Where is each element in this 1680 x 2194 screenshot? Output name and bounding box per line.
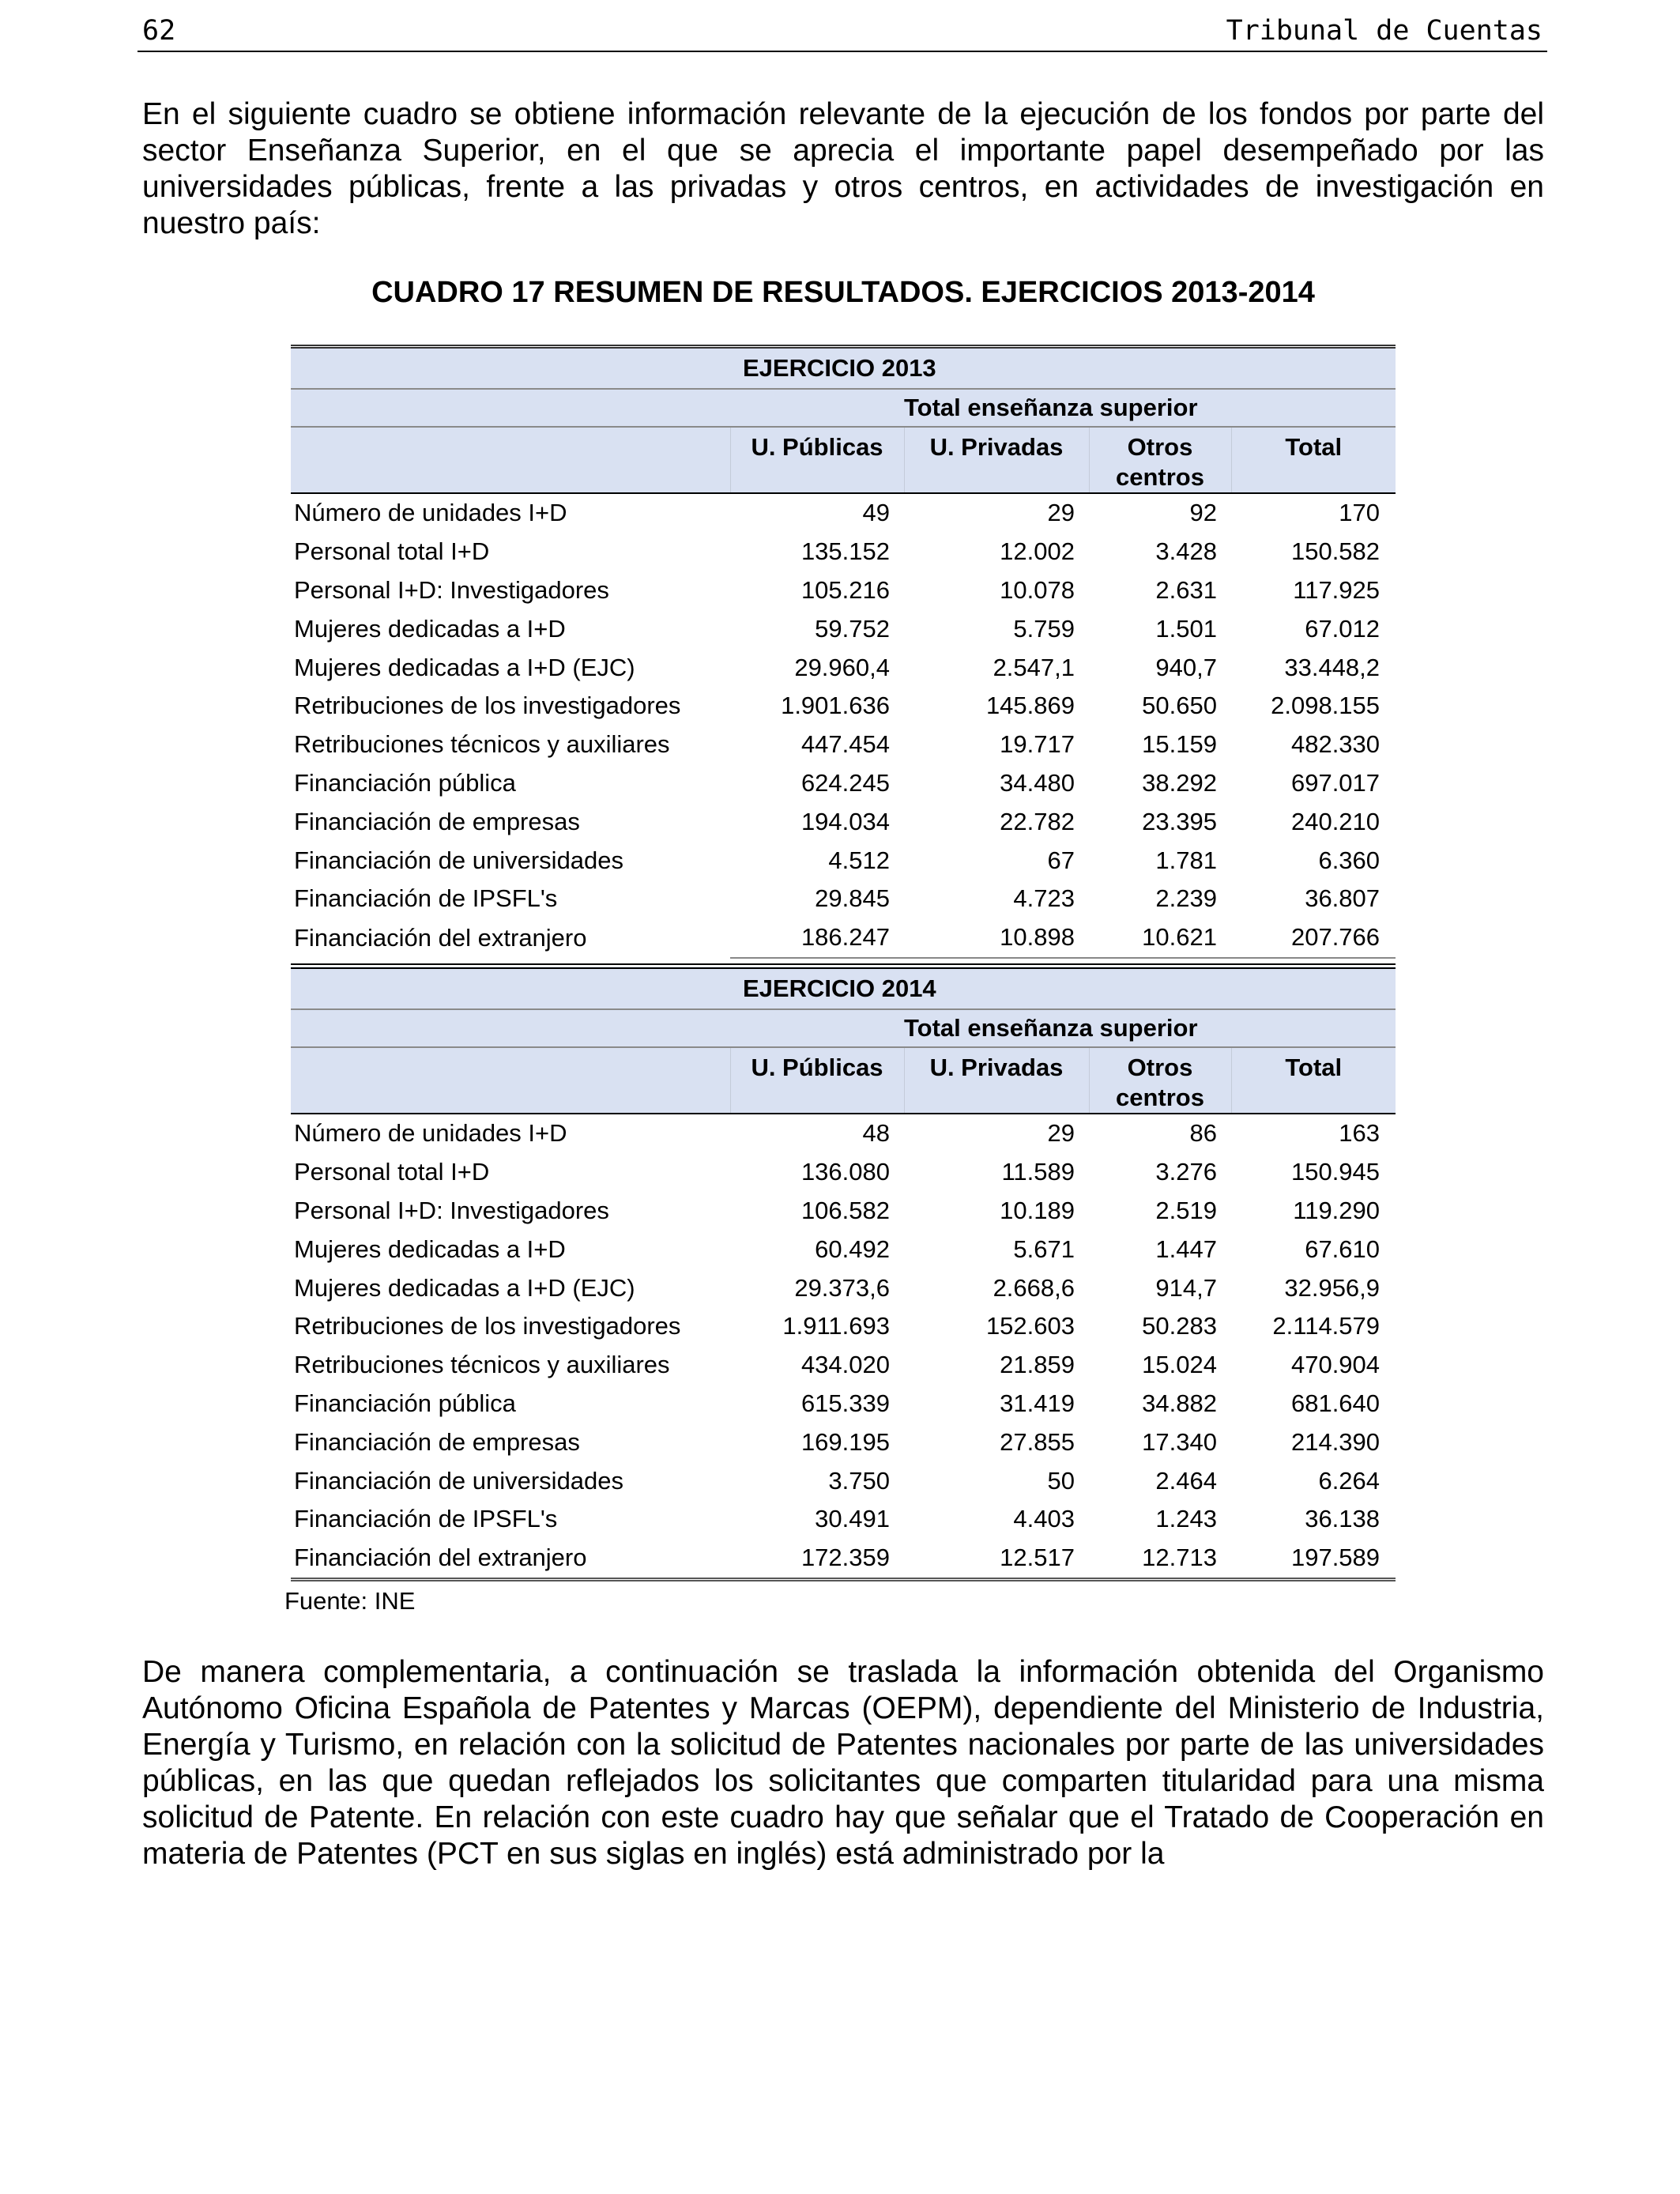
cell-publicas: 447.454	[800, 730, 890, 759]
table-row	[291, 648, 1396, 687]
row-label: Mujeres dedicadas a I+D	[294, 614, 566, 643]
cell-publicas: 30.491	[815, 1505, 890, 1533]
column-header-label	[291, 1047, 730, 1114]
table-row	[291, 1539, 1396, 1579]
cell-privadas: 50	[1047, 1466, 1075, 1495]
row-label: Número de unidades I+D	[294, 499, 567, 527]
cell-total: 36.138	[1305, 1505, 1381, 1533]
cell-publicas: 186.247	[730, 918, 904, 958]
table-row	[291, 1500, 1396, 1539]
cell-publicas: 29.960,4	[794, 653, 890, 681]
cell-total: 6.264	[1318, 1466, 1381, 1495]
cell-total: 67.610	[1305, 1235, 1381, 1263]
table-row	[291, 1230, 1396, 1269]
column-header-otros: Otros centros	[1089, 427, 1231, 493]
cell-privadas: 10.189	[1000, 1196, 1075, 1224]
cell-total: 197.589	[1231, 1539, 1396, 1579]
column-header-label	[291, 427, 730, 493]
row-label: Financiación del extranjero	[294, 1544, 587, 1572]
table-row	[291, 1114, 1396, 1153]
cell-privadas: 5.671	[1013, 1235, 1075, 1263]
row-label: Mujeres dedicadas a I+D (EJC)	[294, 1273, 635, 1302]
cell-privadas: 22.782	[1000, 807, 1075, 835]
row-label: Retribuciones de los investigadores	[294, 1312, 681, 1340]
cell-total: 163	[1339, 1119, 1381, 1148]
table-row	[291, 802, 1396, 841]
cell-privadas: 27.855	[1000, 1427, 1075, 1456]
table-row	[291, 1385, 1396, 1423]
table-row	[291, 1269, 1396, 1307]
cell-otros: 92	[1189, 499, 1217, 527]
table-row	[291, 1461, 1396, 1500]
cell-total: 33.448,2	[1284, 653, 1381, 681]
cell-privadas: 12.517	[904, 1539, 1089, 1579]
cell-otros: 1.243	[1155, 1505, 1217, 1533]
row-label: Mujeres dedicadas a I+D (EJC)	[294, 653, 635, 681]
group-header: Total enseñanza superior	[291, 1009, 1396, 1047]
cell-otros: 50.283	[1142, 1312, 1217, 1340]
cell-publicas: 194.034	[800, 807, 890, 835]
table-body	[291, 493, 1396, 958]
cell-publicas: 59.752	[815, 614, 890, 643]
cell-total: 32.956,9	[1284, 1273, 1381, 1302]
cell-publicas: 4.512	[828, 846, 890, 874]
cell-otros: 34.882	[1142, 1389, 1217, 1417]
cell-publicas: 3.750	[828, 1466, 890, 1495]
cell-otros: 3.276	[1155, 1158, 1217, 1186]
row-label: Mujeres dedicadas a I+D	[294, 1235, 566, 1263]
cell-privadas: 21.859	[1000, 1351, 1075, 1379]
table-title: CUADRO 17 RESUMEN DE RESULTADOS. EJERCICIOS 2013-2014	[371, 276, 1315, 309]
cell-privadas: 5.759	[1013, 614, 1075, 643]
row-label: Financiación de universidades	[294, 846, 624, 874]
cell-publicas: 48	[862, 1119, 890, 1148]
table-row	[291, 687, 1396, 726]
cell-publicas: 624.245	[800, 768, 890, 797]
cell-otros: 2.631	[1155, 575, 1217, 604]
cell-privadas: 4.403	[1013, 1505, 1075, 1533]
row-label: Personal I+D: Investigadores	[294, 575, 609, 604]
table-source: Fuente: INE	[284, 1587, 416, 1615]
cell-otros: 1.447	[1155, 1235, 1217, 1263]
ejercicio-header: EJERCICIO 2014	[291, 967, 1396, 1010]
cell-privadas: 12.002	[1000, 537, 1075, 566]
row-label: Financiación de empresas	[294, 807, 580, 835]
cell-total: 119.290	[1293, 1196, 1381, 1224]
page-number: 62	[142, 15, 176, 47]
cell-publicas: 169.195	[800, 1427, 890, 1456]
cell-total: 2.098.155	[1271, 692, 1381, 720]
cell-privadas: 34.480	[1000, 768, 1075, 797]
cell-publicas: 615.339	[800, 1389, 890, 1417]
cell-privadas: 11.589	[1001, 1158, 1075, 1186]
cell-privadas: 152.603	[985, 1312, 1075, 1340]
cell-publicas: 29.845	[815, 884, 890, 913]
table-row	[291, 880, 1396, 918]
column-header-total: Total	[1231, 1047, 1396, 1114]
cell-total: 482.330	[1290, 730, 1381, 759]
cell-publicas: 49	[862, 499, 890, 527]
cell-privadas: 4.723	[1013, 884, 1075, 913]
table-row	[291, 609, 1396, 648]
cell-otros: 914,7	[1155, 1273, 1217, 1302]
running-header	[137, 11, 1547, 52]
cell-privadas: 29	[1047, 499, 1075, 527]
results-table-2014	[291, 963, 1396, 1581]
row-label: Número de unidades I+D	[294, 1119, 567, 1148]
intro-paragraph: En el siguiente cuadro se obtiene información relevante de la ejecución de los fondos por parte del sector Enseñanza Superior, en el que se aprecia el importante papel desempeñado por las universidades públicas, frente a las privadas y otros centros, en actividades de investigación en nuestro país:	[142, 97, 1544, 240]
cell-total: 6.360	[1318, 846, 1381, 874]
table-body	[291, 1114, 1396, 1579]
cell-privadas: 29	[1047, 1119, 1075, 1148]
cell-otros: 2.519	[1155, 1196, 1217, 1224]
table-row	[291, 1192, 1396, 1231]
cell-otros: 1.501	[1155, 614, 1217, 643]
ejercicio-header: EJERCICIO 2013	[291, 347, 1396, 390]
table-row	[291, 1307, 1396, 1346]
cell-privadas: 31.419	[1000, 1389, 1075, 1417]
cell-publicas: 1.901.636	[781, 692, 890, 720]
cell-total: 240.210	[1290, 807, 1381, 835]
cell-total: 150.945	[1290, 1158, 1381, 1186]
cell-privadas: 67	[1047, 846, 1075, 874]
row-label: Financiación de IPSFL's	[294, 884, 558, 913]
cell-publicas: 434.020	[800, 1351, 890, 1379]
column-header-privadas: U. Privadas	[904, 427, 1089, 493]
row-label: Financiación de IPSFL's	[294, 1505, 558, 1533]
row-label: Financiación del extranjero	[294, 923, 587, 952]
row-label: Personal I+D: Investigadores	[294, 1196, 609, 1224]
table-row	[291, 841, 1396, 880]
cell-otros: 1.781	[1155, 846, 1217, 874]
cell-privadas: 10.078	[1000, 575, 1075, 604]
cell-otros: 3.428	[1155, 537, 1217, 566]
table-row	[291, 493, 1396, 533]
column-header-privadas: U. Privadas	[904, 1047, 1089, 1114]
cell-otros: 50.650	[1142, 692, 1217, 720]
cell-otros: 12.713	[1089, 1539, 1231, 1579]
column-header-otros: Otros centros	[1089, 1047, 1231, 1114]
column-header-publicas: U. Públicas	[730, 427, 904, 493]
row-label: Retribuciones de los investigadores	[294, 692, 681, 720]
column-header-publicas: U. Públicas	[730, 1047, 904, 1114]
cell-privadas: 2.668,6	[993, 1273, 1075, 1302]
results-table-2013	[291, 345, 1396, 959]
cell-total: 681.640	[1290, 1389, 1381, 1417]
cell-publicas: 136.080	[800, 1158, 890, 1186]
table-row	[291, 1423, 1396, 1461]
cell-total: 150.582	[1290, 537, 1381, 566]
table-row	[291, 1153, 1396, 1192]
cell-total: 170	[1339, 499, 1381, 527]
cell-otros: 17.340	[1142, 1427, 1217, 1456]
table-row	[291, 533, 1396, 571]
table-row	[291, 1346, 1396, 1385]
cell-otros: 940,7	[1155, 653, 1217, 681]
cell-total: 207.766	[1231, 918, 1396, 958]
cell-total: 697.017	[1290, 768, 1381, 797]
cell-privadas: 145.869	[985, 692, 1075, 720]
cell-otros: 86	[1189, 1119, 1217, 1148]
row-label: Personal total I+D	[294, 537, 490, 566]
cell-privadas: 2.547,1	[993, 653, 1075, 681]
table-row	[291, 764, 1396, 803]
cell-publicas: 29.373,6	[794, 1273, 890, 1302]
cell-total: 470.904	[1290, 1351, 1381, 1379]
row-label: Financiación pública	[294, 768, 516, 797]
table-row	[291, 571, 1396, 610]
running-header-title: Tribunal de Cuentas	[1226, 15, 1543, 47]
cell-publicas: 1.911.693	[782, 1312, 890, 1340]
cell-privadas: 10.898	[904, 918, 1089, 958]
cell-publicas: 106.582	[800, 1196, 890, 1224]
cell-total: 36.807	[1305, 884, 1381, 913]
cell-total: 214.390	[1290, 1427, 1381, 1456]
row-label: Financiación de empresas	[294, 1427, 580, 1456]
cell-otros: 23.395	[1142, 807, 1217, 835]
table-row	[291, 918, 1396, 958]
cell-total: 2.114.579	[1272, 1312, 1381, 1340]
cell-otros: 10.621	[1089, 918, 1231, 958]
cell-publicas: 135.152	[800, 537, 890, 566]
cell-total: 117.925	[1293, 575, 1381, 604]
cell-otros: 15.159	[1142, 730, 1217, 759]
group-header: Total enseñanza superior	[291, 389, 1396, 427]
cell-total: 67.012	[1305, 614, 1381, 643]
row-label: Retribuciones técnicos y auxiliares	[294, 730, 670, 759]
cell-otros: 2.464	[1155, 1466, 1217, 1495]
row-label: Personal total I+D	[294, 1158, 490, 1186]
table-row	[291, 726, 1396, 764]
row-label: Retribuciones técnicos y auxiliares	[294, 1351, 670, 1379]
closing-paragraph: De manera complementaria, a continuación se traslada la información obtenida del Organismo Autónomo Oficina Española de Patentes y Marcas (OEPM), dependiente del Ministerio de Industria, Energía y Turismo, en relación con la solicitud de Patentes nacionales por parte de las universidades públicas, en las que quedan reflejados los solicitantes que comparten titularidad para una misma solicitud de Patente. En relación con este cuadro hay que señalar que el Tratado de Cooperación en materia de Patentes (PCT en sus siglas en inglés) está administrado por la	[142, 1655, 1544, 1871]
cell-publicas: 60.492	[815, 1235, 890, 1263]
cell-publicas: 105.216	[800, 575, 890, 604]
cell-otros: 2.239	[1155, 884, 1217, 913]
cell-privadas: 19.717	[1000, 730, 1075, 759]
row-label: Financiación de universidades	[294, 1466, 624, 1495]
cell-otros: 38.292	[1142, 768, 1217, 797]
cell-otros: 15.024	[1142, 1351, 1217, 1379]
column-header-total: Total	[1231, 427, 1396, 493]
row-label: Financiación pública	[294, 1389, 516, 1417]
cell-publicas: 172.359	[730, 1539, 904, 1579]
